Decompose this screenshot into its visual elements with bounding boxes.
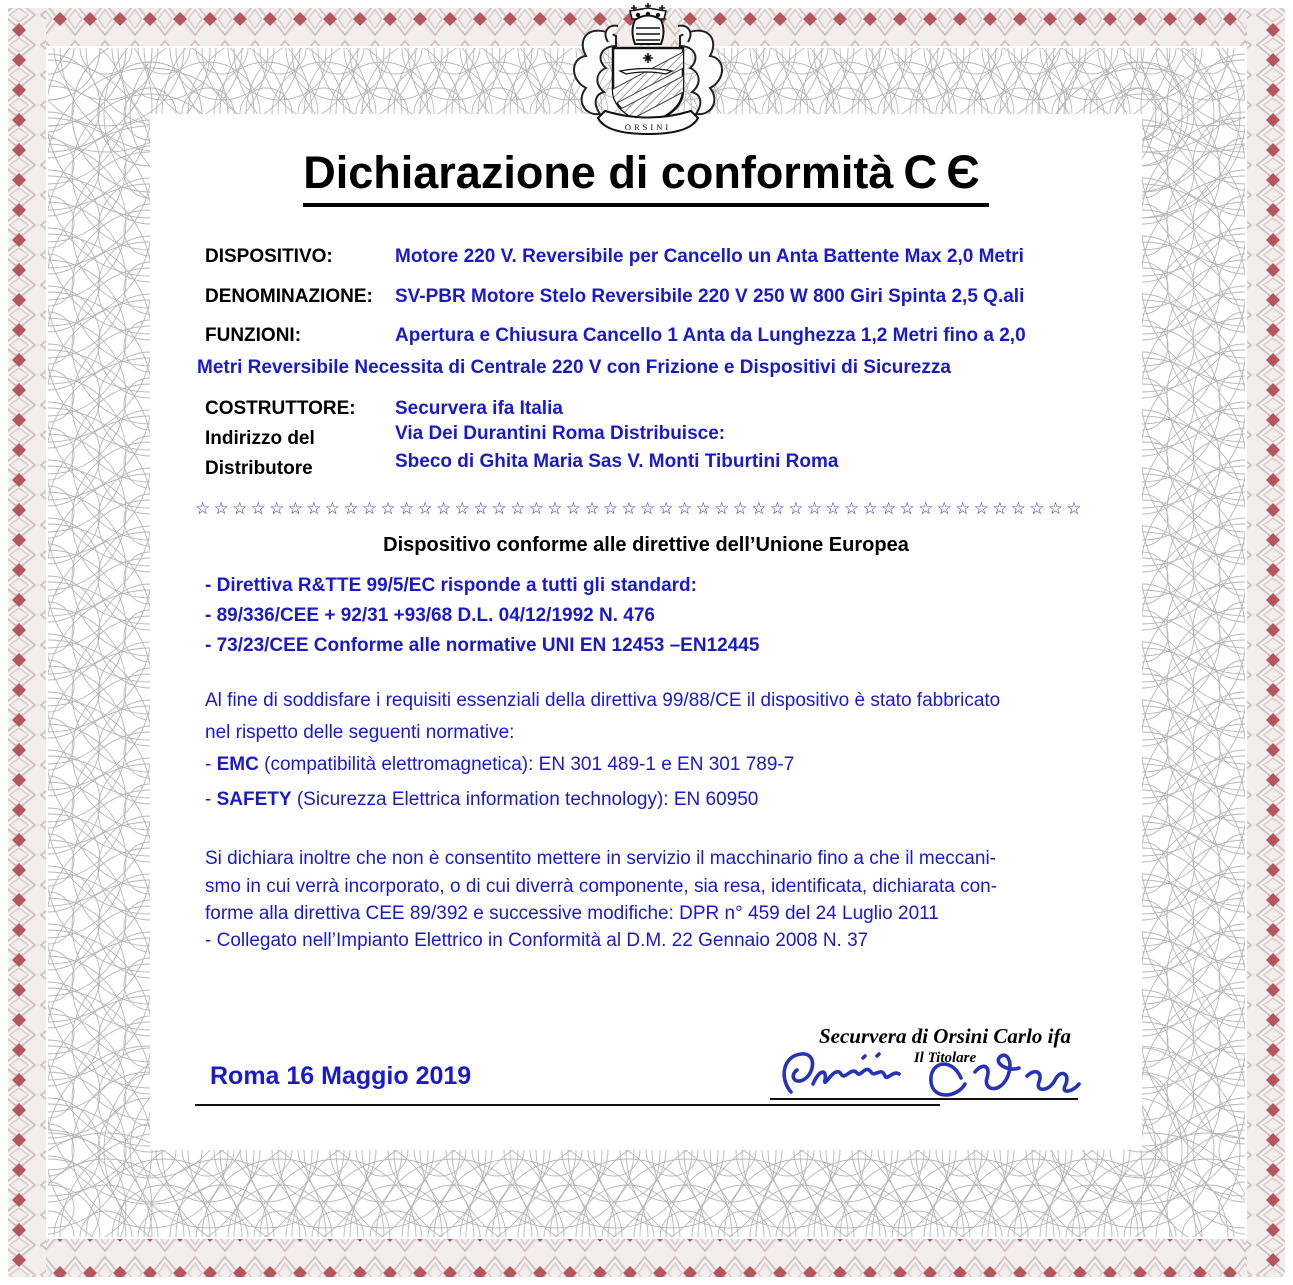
value-funzioni-line2: Metri Reversibile Necessita di Centrale 220 V con Frizione e Dispositivi di Sicurezza bbox=[197, 357, 951, 378]
label-indirizzo-line1: Indirizzo del bbox=[205, 428, 315, 449]
border-bottom-strip bbox=[8, 1239, 1285, 1277]
date-place: Roma 16 Maggio 2019 bbox=[210, 1062, 472, 1090]
safety-name: SAFETY bbox=[216, 789, 292, 810]
value-funzioni: Apertura e Chiusura Cancello 1 Anta da Lunghezza 1,2 Metri fino a 2,0 bbox=[395, 325, 1026, 346]
emc-text: (compatibilità elettromagnetica): EN 301 489-1 e EN 301 789-7 bbox=[258, 754, 795, 775]
value-indirizzo-line2: Sbeco di Ghita Maria Sas V. Monti Tiburtini Roma bbox=[395, 451, 839, 472]
orsini-coat-of-arms bbox=[556, 2, 740, 142]
signature-company: Securvera di Orsini Carlo ifa bbox=[818, 1024, 1072, 1048]
value-indirizzo-line1: Via Dei Durantini Roma Distribuisce: bbox=[395, 423, 726, 444]
directive-item-3: - 73/23/CEE Conforme alle normative UNI EN 12453 –EN12445 bbox=[205, 635, 760, 656]
norm-safety bbox=[205, 789, 758, 811]
page-title: Dichiarazione di conformità bbox=[303, 147, 894, 198]
value-denominazione: SV-PBR Motore Stelo Reversibile 220 V 250 W 800 Giri Spinta 2,5 Q.ali bbox=[395, 286, 1025, 307]
norm-emc bbox=[205, 754, 794, 776]
label-denominazione: DENOMINAZIONE: bbox=[205, 286, 373, 307]
label-indirizzo-line2: Distributore bbox=[205, 458, 313, 479]
declaration-line1: Si dichiara inoltre che non è consentito mettere in servizio il macchinario fino a che il meccani- bbox=[205, 848, 996, 869]
label-costruttore: COSTRUTTORE: bbox=[205, 398, 356, 419]
declaration-line2: smo in cui verrà incorporato, o di cui diverrà componente, sia resa, identificata, dichiarata con- bbox=[205, 876, 998, 897]
signature-role: Il Titolare bbox=[913, 1050, 977, 1066]
star-divider: ☆☆☆☆☆☆☆☆☆☆☆☆☆☆☆☆☆☆☆☆☆☆☆☆☆☆☆☆☆☆☆☆☆☆☆☆☆☆☆☆☆☆☆☆☆☆☆☆ bbox=[195, 499, 1085, 518]
norms-intro-line1: Al fine di soddisfare i requisiti essenziali della direttiva 99/88/CE il dispositivo è stato fabbricato bbox=[205, 690, 1001, 711]
emc-name: EMC bbox=[216, 754, 259, 775]
declaration-line4: - Collegato nell’Impianto Elettrico in Conformità al D.M. 22 Gennaio 2008 N. 37 bbox=[205, 930, 869, 951]
date-line bbox=[195, 1104, 940, 1106]
directive-item-2: - 89/336/CEE + 92/31 +93/68 D.L. 04/12/1992 N. 476 bbox=[205, 605, 655, 626]
emc-dash: - bbox=[205, 754, 217, 775]
label-funzioni: FUNZIONI: bbox=[205, 325, 302, 346]
eu-conformity-heading: Dispositivo conforme alle direttive dell’Unione Europea bbox=[383, 534, 909, 556]
safety-text: (Sicurezza Elettrica information technology): EN 60950 bbox=[291, 789, 759, 810]
safety-dash: - bbox=[205, 789, 217, 810]
handwritten-signature bbox=[765, 1040, 1095, 1112]
value-costruttore: Securvera ifa Italia bbox=[395, 398, 563, 419]
border-left-strip bbox=[8, 8, 46, 1277]
helmet bbox=[633, 16, 664, 45]
border-right-strip bbox=[1247, 8, 1285, 1277]
declaration-line3: forme alla direttiva CEE 89/392 e successive modifiche: DPR n° 459 del 24 Luglio 2011 bbox=[205, 903, 939, 924]
value-dispositivo: Motore 220 V. Reversibile per Cancello un Anta Battente Max 2,0 Metri bbox=[395, 246, 1024, 267]
ce-mark: CЄ bbox=[903, 145, 989, 198]
label-dispositivo: DISPOSITIVO: bbox=[205, 246, 333, 267]
banner-text: ORSINI bbox=[624, 122, 672, 132]
title-underline bbox=[303, 144, 989, 207]
directive-item-1: - Direttiva R&TTE 99/5/EC risponde a tutti gli standard: bbox=[205, 575, 697, 596]
norms-intro-line2: nel rispetto delle seguenti normative: bbox=[205, 722, 515, 743]
certificate-body bbox=[150, 114, 1142, 1150]
signature-line bbox=[770, 1098, 1078, 1100]
title-row bbox=[150, 144, 1142, 207]
